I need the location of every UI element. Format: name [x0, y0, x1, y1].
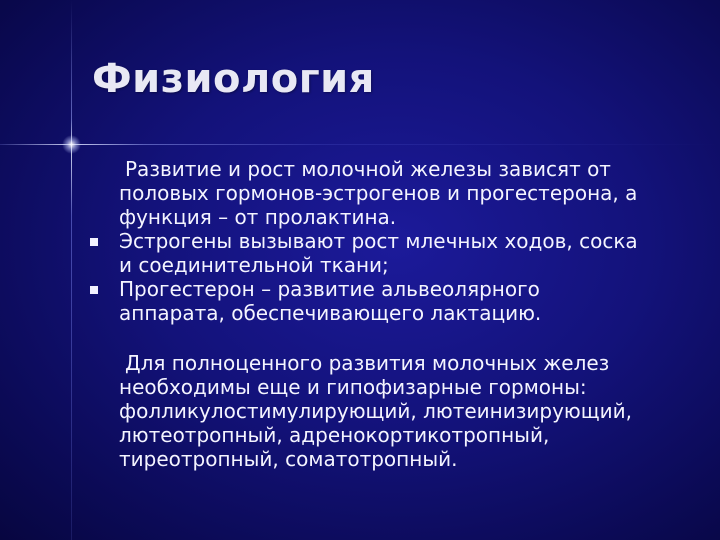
closing-paragraph [86, 351, 686, 471]
bullet-line: Прогестерон – развитие альвеолярного [119, 277, 540, 301]
intro-line: функция – от пролактина. [119, 205, 397, 229]
slide-title: Физиология [92, 56, 375, 102]
slide-body [86, 157, 686, 471]
closing-line: необходимы еще и гипофизарные гормоны: [119, 375, 587, 399]
bullet-item-progesterone [86, 277, 686, 325]
bullet-line: и соединительной ткани; [119, 253, 389, 277]
closing-line: Для полноценного развития молочных желез [125, 351, 610, 375]
intro-paragraph [86, 157, 686, 229]
spacer [86, 325, 686, 351]
decorative-vertical-line [71, 0, 72, 540]
closing-line: лютеотропный, адренокортикотропный, [119, 423, 550, 447]
closing-line: фолликулостимулирующий, лютеинизирующий, [119, 399, 632, 423]
bullet-line: аппарата, обеспечивающего лактацию. [119, 301, 542, 325]
square-bullet-icon [90, 238, 98, 246]
square-bullet-icon [90, 286, 98, 294]
intro-line: половых гормонов-эстрогенов и прогестерона, а [119, 181, 638, 205]
intro-line: Развитие и рост молочной железы зависят от [125, 157, 611, 181]
decorative-star-flare [62, 135, 81, 154]
closing-line: тиреотропный, соматотропный. [119, 447, 458, 471]
bullet-line: Эстрогены вызывают рост млечных ходов, соска [119, 229, 638, 253]
bullet-item-estrogens [86, 229, 686, 277]
decorative-horizontal-line [0, 144, 720, 145]
